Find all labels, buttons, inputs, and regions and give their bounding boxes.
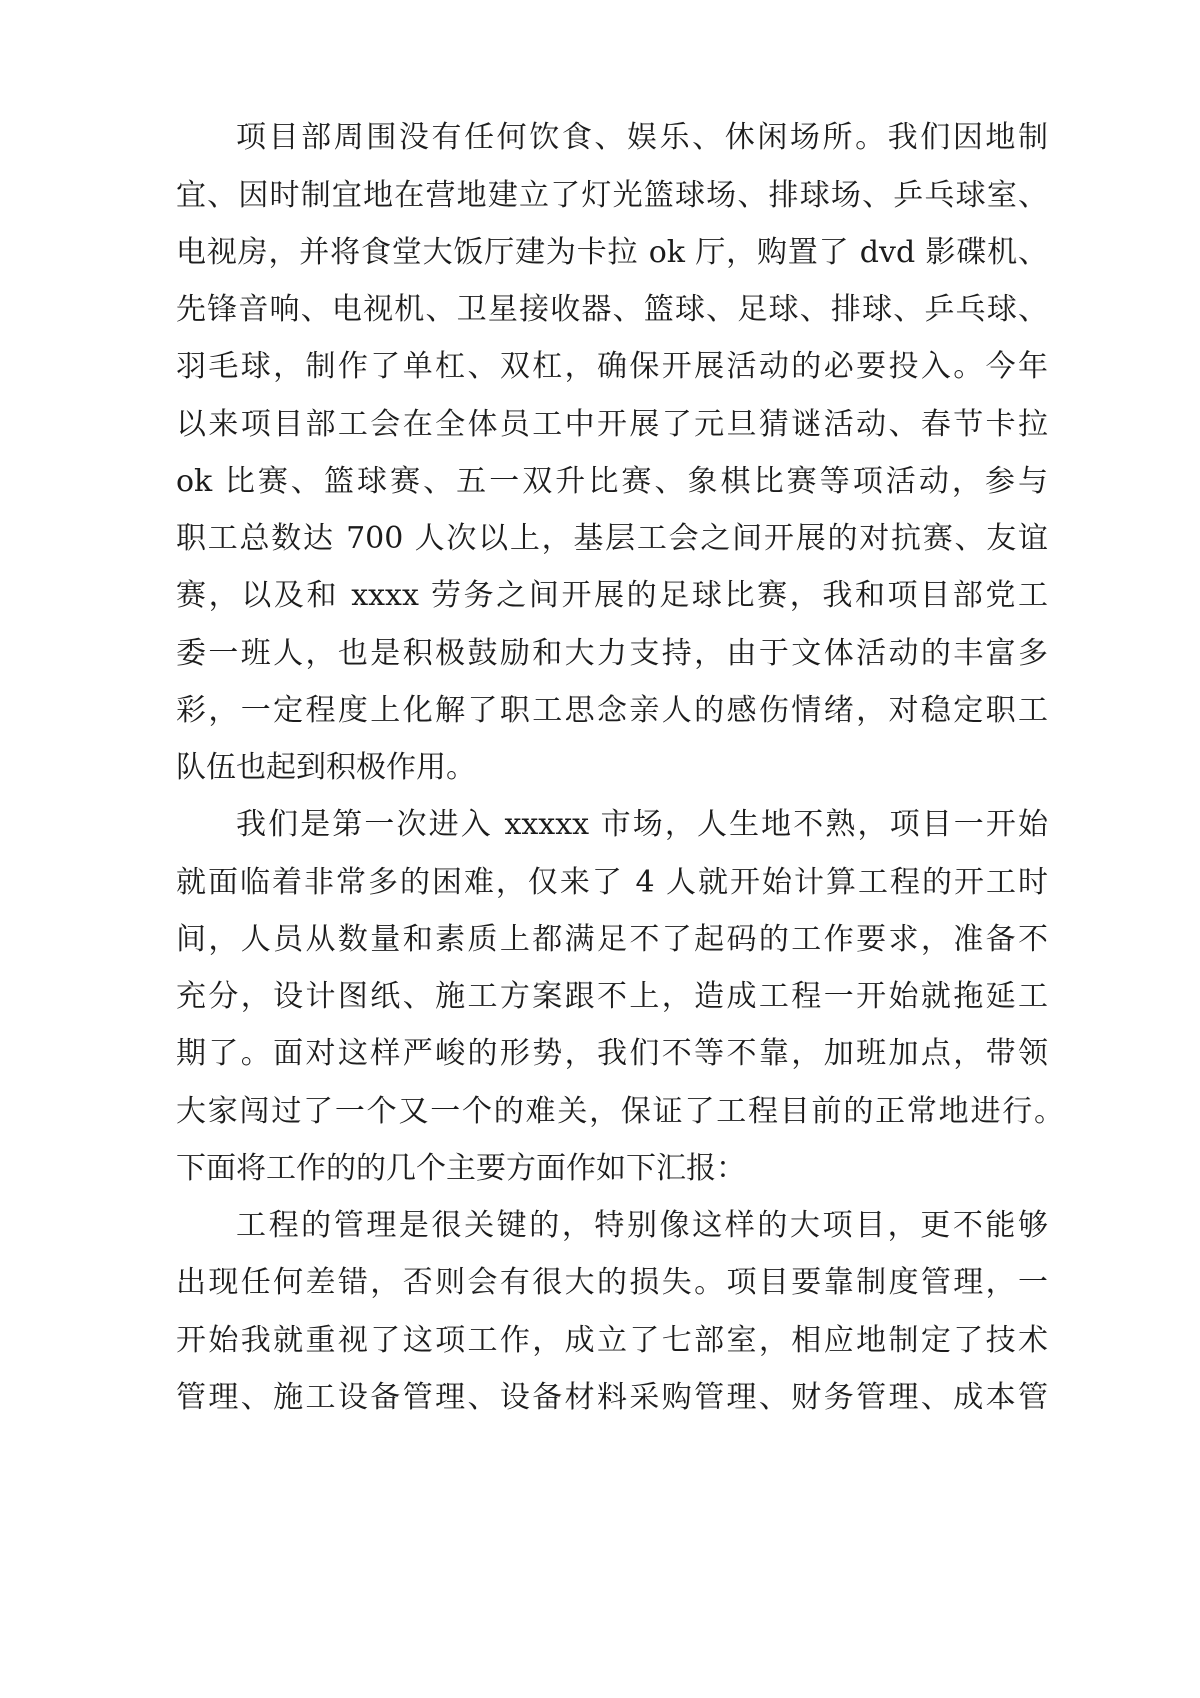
paragraph-1-line-5: 羽毛球，制作了单杠、双杠，确保开展活动的必要投入。今年 <box>176 349 1048 384</box>
paragraph-2-line-5: 期了。面对这样严峻的形势，我们不等不靠，加班加点，带领 <box>176 1036 1048 1071</box>
paragraph-1-line-1: 项目部周围没有任何饮食、娱乐、休闲场所。我们因地制 <box>236 120 1048 155</box>
paragraph-1-line-4: 先锋音响、电视机、卫星接收器、篮球、足球、排球、乒乓球、 <box>176 292 1048 327</box>
paragraph-3-line-4: 管理、施工设备管理、设备材料采购管理、财务管理、成本管 <box>176 1380 1048 1415</box>
paragraph-2-line-2: 就面临着非常多的困难，仅来了 4 人就开始计算工程的开工时 <box>176 865 1048 900</box>
paragraph-3-line-3: 开始我就重视了这项工作，成立了七部室，相应地制定了技术 <box>176 1323 1048 1358</box>
paragraph-1-line-6: 以来项目部工会在全体员工中开展了元旦猜谜活动、春节卡拉 <box>176 407 1048 442</box>
paragraph-1-line-11: 彩，一定程度上化解了职工思念亲人的感伤情绪，对稳定职工 <box>176 693 1048 728</box>
paragraph-1-line-3: 电视房，并将食堂大饭厅建为卡拉 ok 厅，购置了 dvd 影碟机、 <box>176 235 1048 270</box>
paragraph-2-line-1: 我们是第一次进入 xxxxx 市场，人生地不熟，项目一开始 <box>236 807 1048 842</box>
paragraph-3-line-1: 工程的管理是很关键的，特别像这样的大项目，更不能够 <box>236 1208 1048 1243</box>
paragraph-1-line-9: 赛，以及和 xxxx 劳务之间开展的足球比赛，我和项目部党工 <box>176 578 1048 613</box>
paragraph-1-line-12: 队伍也起到积极作用。 <box>176 750 476 785</box>
paragraph-3-line-2: 出现任何差错，否则会有很大的损失。项目要靠制度管理，一 <box>176 1265 1048 1300</box>
paragraph-1-line-10: 委一班人，也是积极鼓励和大力支持，由于文体活动的丰富多 <box>176 636 1048 671</box>
paragraph-1-line-2: 宜、因时制宜地在营地建立了灯光篮球场、排球场、乒乓球室、 <box>176 178 1048 213</box>
paragraph-2-line-4: 充分，设计图纸、施工方案跟不上，造成工程一开始就拖延工 <box>176 979 1048 1014</box>
paragraph-1-line-7: ok 比赛、篮球赛、五一双升比赛、象棋比赛等项活动，参与 <box>176 464 1048 499</box>
paragraph-1-line-8: 职工总数达 700 人次以上，基层工会之间开展的对抗赛、友谊 <box>176 521 1048 556</box>
paragraph-2-line-6: 大家闯过了一个又一个的难关，保证了工程目前的正常地进行。 <box>176 1094 1064 1129</box>
paragraph-2-line-7: 下面将工作的的几个主要方面作如下汇报： <box>176 1151 746 1186</box>
paragraph-2-line-3: 间，人员从数量和素质上都满足不了起码的工作要求，准备不 <box>176 922 1048 957</box>
